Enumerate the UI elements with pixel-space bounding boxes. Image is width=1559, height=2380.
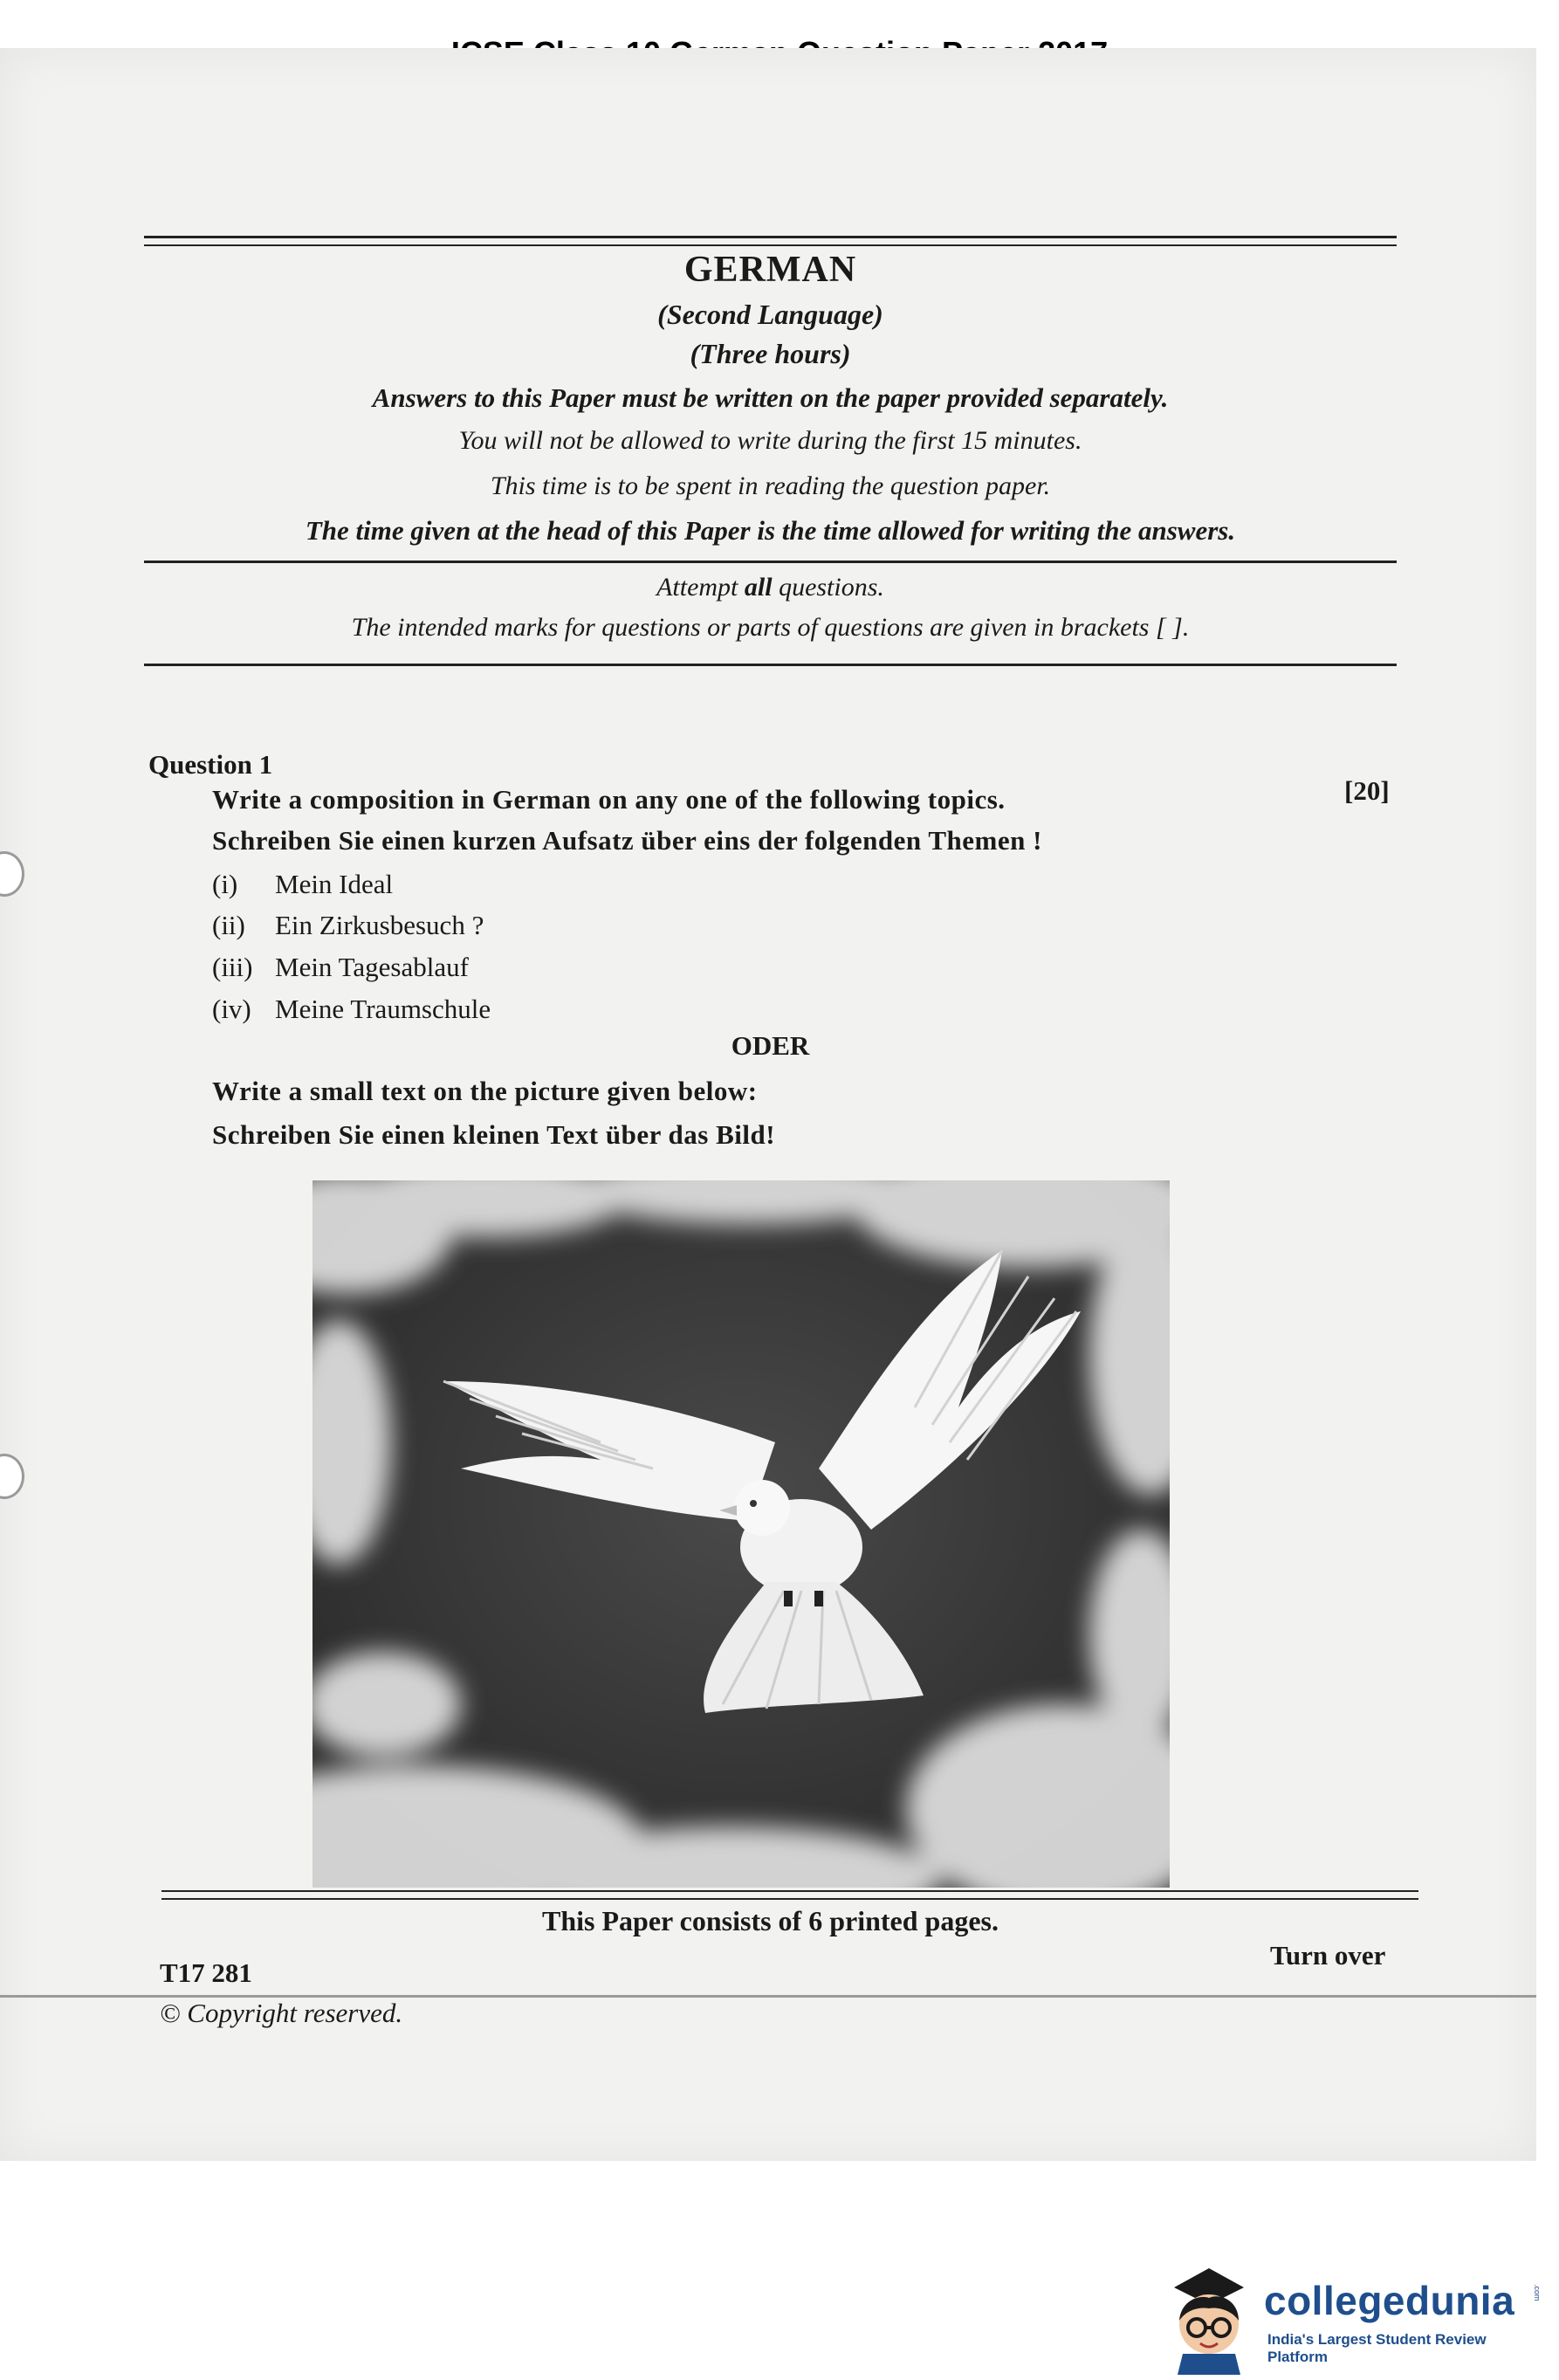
footer-rule: [161, 1890, 1418, 1892]
topic-item: [212, 910, 484, 941]
instruction-line: You will not be allowed to write during the first 15 minutes.: [458, 426, 1082, 455]
section-rule: [144, 664, 1397, 666]
topic-number: (iv): [212, 994, 251, 1024]
punch-hole: [0, 851, 24, 897]
topic-number: (ii): [212, 910, 245, 940]
footer-rule: [161, 1898, 1418, 1900]
logo-wordmark: collegedunia: [1264, 2278, 1515, 2323]
dove-picture: [312, 1180, 1170, 1888]
instruction-line: The time given at the head of this Paper is the time allowed for writing the answers.: [305, 515, 1236, 546]
header-rule: [144, 236, 1397, 238]
prompt-english: Write a composition in German on any one of the following topics.: [212, 784, 1006, 815]
marks-badge: [20]: [1344, 775, 1390, 806]
dove-illustration: [312, 1180, 1170, 1888]
instruction-line: Answers to this Paper must be written on the paper provided separately.: [372, 382, 1169, 413]
topic-item: [212, 994, 491, 1025]
pages-note: This Paper consists of 6 printed pages.: [541, 1905, 999, 1936]
subject-heading: GERMAN: [683, 250, 857, 290]
attempt-emph: all: [744, 573, 773, 602]
picture-prompt-english: Write a small text on the picture given below:: [212, 1076, 758, 1106]
paper-code: T17 281: [160, 1957, 252, 1988]
prompt-german: Schreiben Sie einen kurzen Aufsatz über eins der folgenden Themen !: [212, 825, 1042, 856]
header-rule: [144, 244, 1397, 246]
attempt-note: [144, 573, 1397, 602]
topic-number: (i): [212, 869, 238, 899]
topic-text: Meine Traumschule: [275, 994, 491, 1024]
section-rule: [144, 561, 1397, 563]
picture-prompt-german: Schreiben Sie einen kleinen Text über das Bild!: [212, 1119, 776, 1150]
topic-text: Mein Ideal: [275, 869, 394, 899]
attempt-suffix: questions.: [779, 573, 884, 602]
mascot-icon: [1157, 2253, 1261, 2375]
marks-note: The intended marks for questions or parts of questions are given in brackets [ ].: [351, 613, 1190, 642]
duration: (Three hours): [690, 338, 851, 369]
turn-over: Turn over: [1270, 1940, 1386, 1971]
instruction-line: This time is to be spent in reading the question paper.: [490, 471, 1051, 500]
topic-text: Ein Zirkusbesuch ?: [275, 910, 484, 940]
topic-item: [212, 869, 393, 900]
or-label: ODER: [731, 1030, 810, 1061]
question-label: Question 1: [148, 749, 273, 780]
logo-domain: .com: [1533, 2284, 1542, 2301]
collegedunia-logo: [1152, 2253, 1545, 2375]
topic-item: [212, 952, 469, 983]
copyright: © Copyright reserved.: [160, 1998, 403, 2028]
language-subtitle: (Second Language): [657, 299, 883, 330]
logo-tagline: India's Largest Student Review Platform: [1267, 2331, 1487, 2365]
topic-number: (iii): [212, 952, 253, 982]
punch-hole: [0, 1454, 24, 1499]
topic-text: Mein Tagesablauf: [275, 952, 469, 982]
attempt-prefix: Attempt: [656, 573, 738, 602]
